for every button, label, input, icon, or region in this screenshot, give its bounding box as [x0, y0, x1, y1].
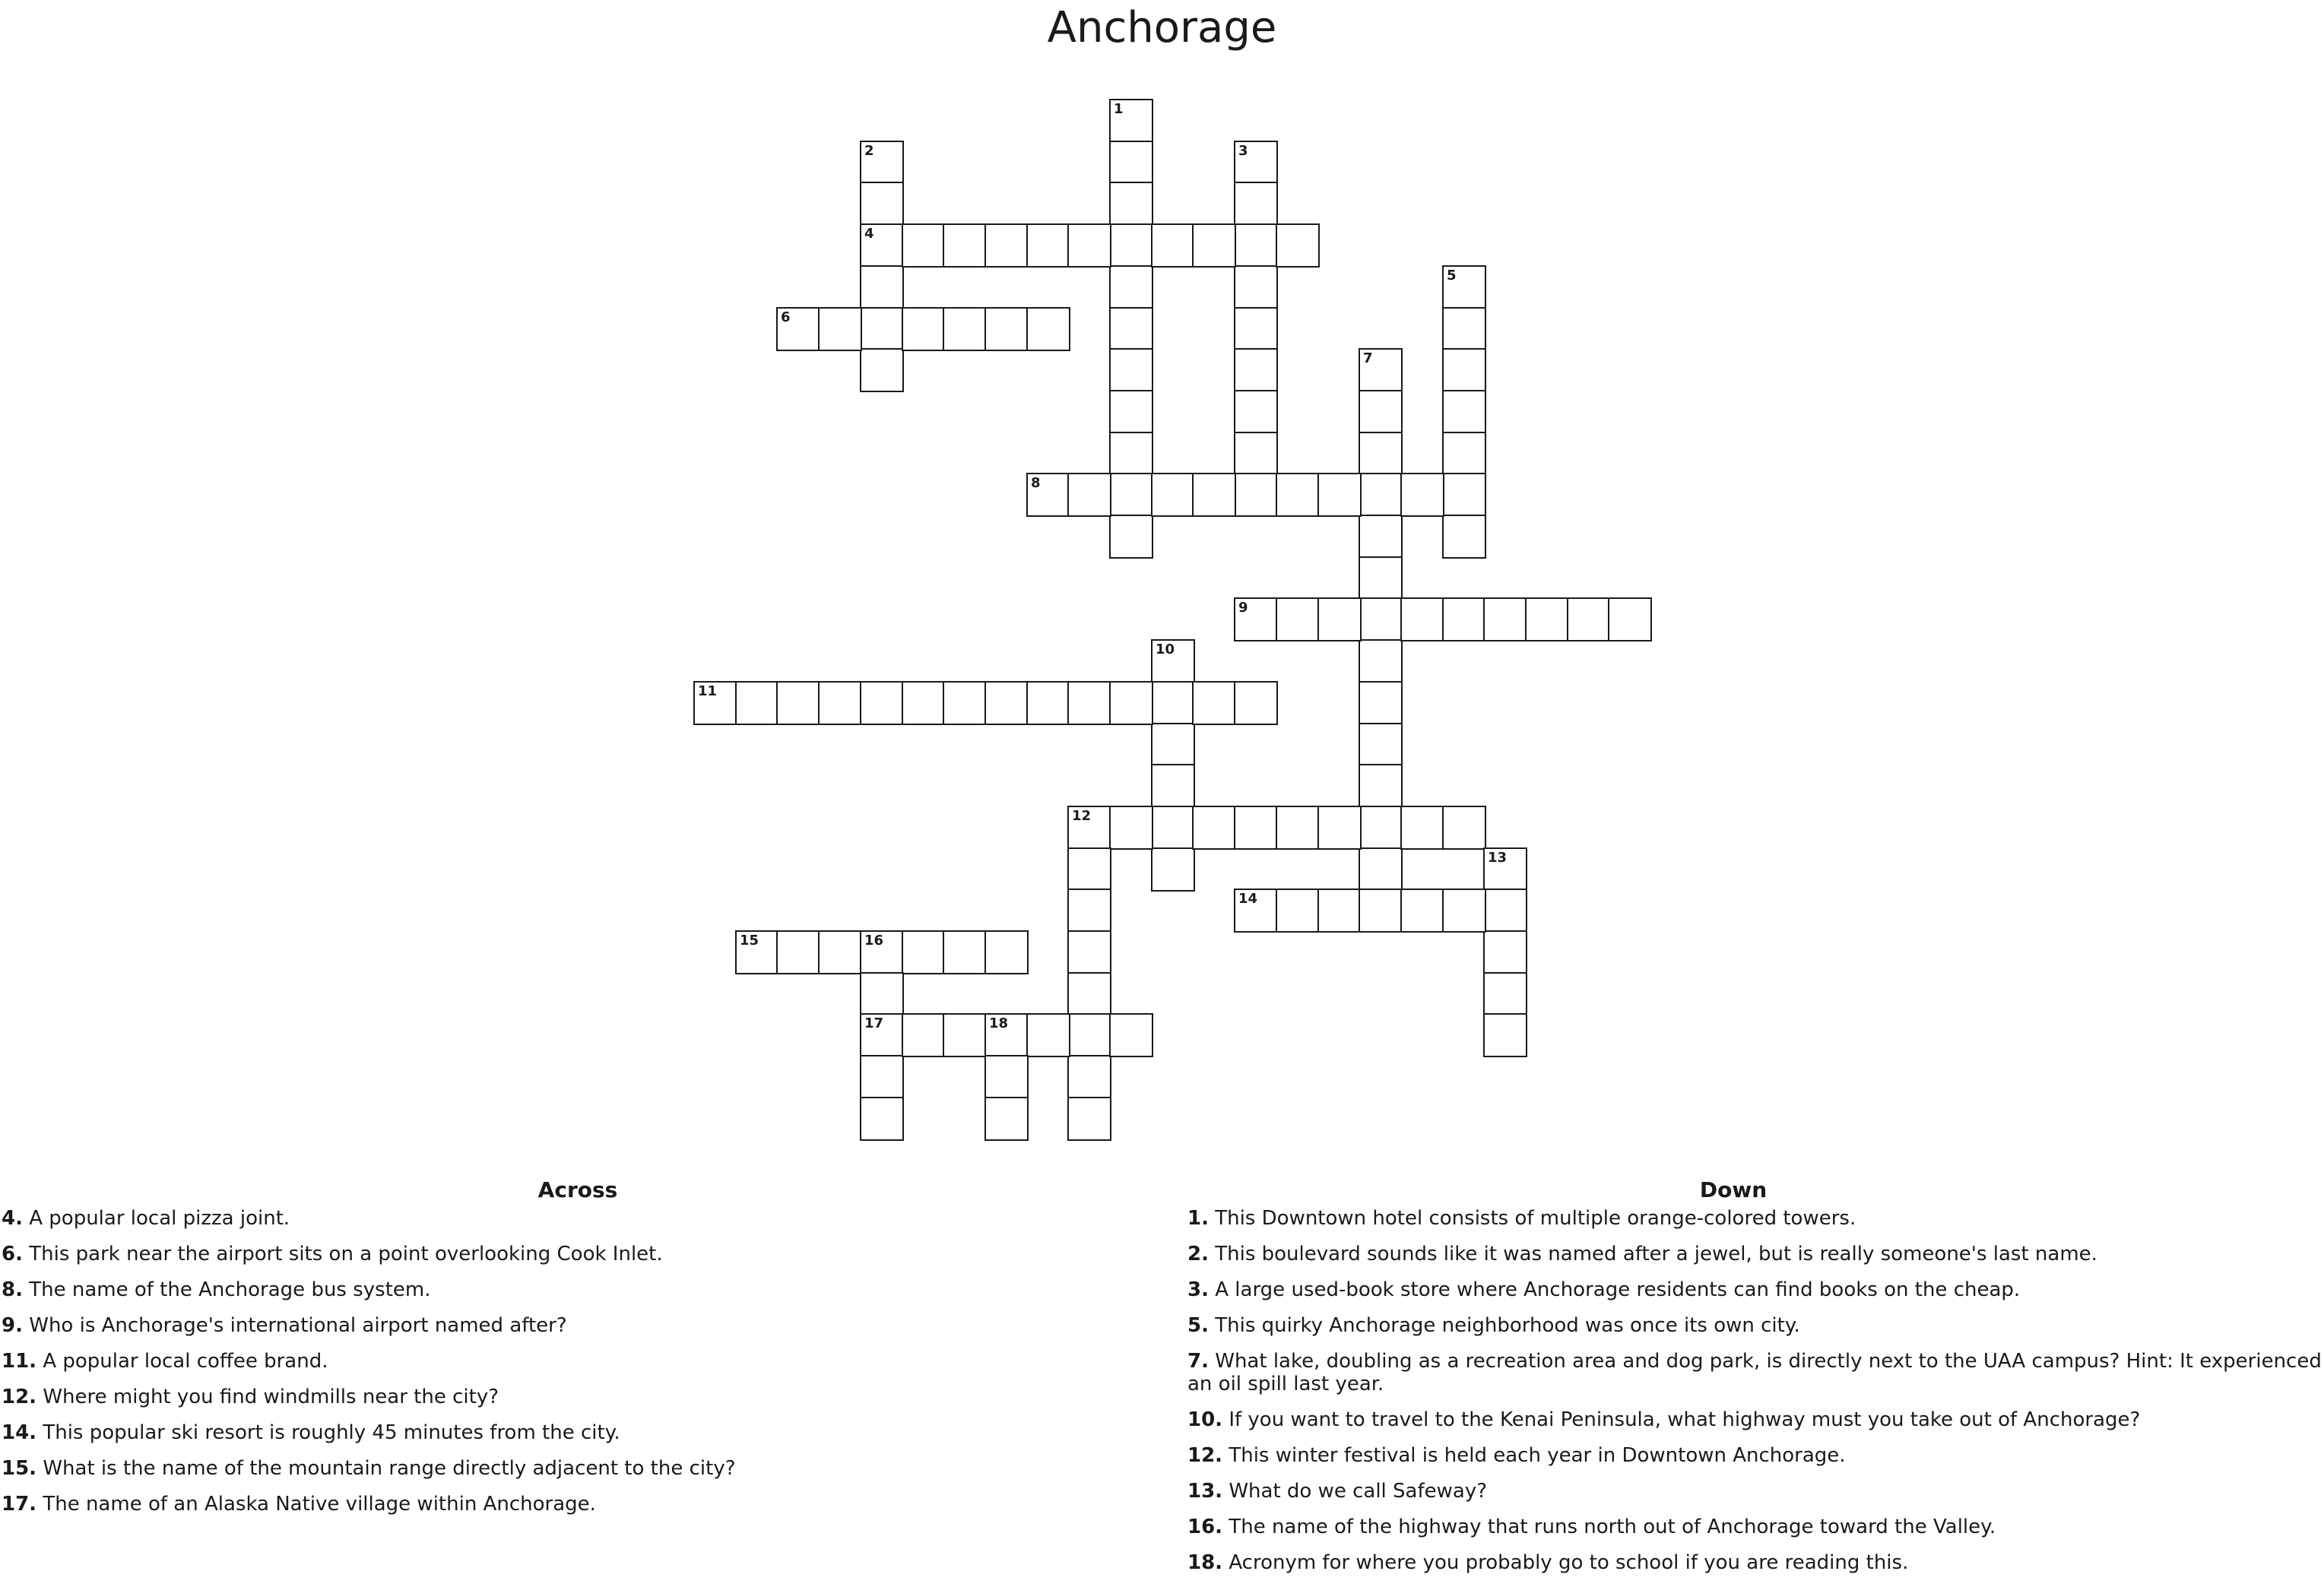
clue-text: The name of an Alaska Native village within Anchorage.: [43, 1493, 596, 1516]
cell-number: 9: [1238, 600, 1248, 616]
grid-cell[interactable]: [1109, 806, 1153, 850]
down-clues: [1186, 1177, 2324, 1587]
grid-cell[interactable]: [1442, 348, 1486, 392]
across-clue-14: [0, 1421, 1156, 1444]
grid-cell[interactable]: [984, 1097, 1029, 1141]
across-clue-8: [0, 1278, 1156, 1301]
grid-cell[interactable]: [1276, 597, 1320, 641]
grid-cell[interactable]: [1067, 1055, 1111, 1099]
grid-cell[interactable]: [1400, 806, 1444, 850]
grid-cell[interactable]: [984, 223, 1029, 268]
grid-cell[interactable]: [1442, 806, 1486, 850]
grid-cell[interactable]: [693, 681, 737, 725]
grid-cell[interactable]: [1109, 182, 1153, 226]
across-clue-15: [0, 1457, 1156, 1480]
grid-cell[interactable]: [860, 307, 904, 351]
grid-cell[interactable]: [1483, 597, 1527, 641]
grid-cell[interactable]: [984, 1013, 1029, 1057]
grid-cell[interactable]: [902, 930, 946, 974]
clue-text: The name of the highway that runs north out of Anchorage toward the Valley.: [1229, 1516, 1996, 1538]
grid-cell[interactable]: [1483, 889, 1527, 933]
grid-cell[interactable]: [984, 1055, 1029, 1099]
clue-number: 13.: [1187, 1480, 1223, 1503]
across-clues: [0, 1177, 1156, 1528]
grid-cell[interactable]: [1109, 681, 1153, 725]
grid-cell[interactable]: [1192, 473, 1236, 517]
grid-cell[interactable]: [1109, 473, 1153, 517]
grid-cell[interactable]: [1151, 847, 1195, 892]
grid-cell[interactable]: [1151, 473, 1195, 517]
grid-cell[interactable]: [1067, 806, 1111, 850]
clue-number: 9.: [2, 1314, 23, 1337]
grid-cell[interactable]: [1151, 639, 1195, 683]
grid-cell[interactable]: [1192, 223, 1236, 268]
clue-number: 14.: [2, 1421, 37, 1444]
grid-cell[interactable]: [1567, 597, 1611, 641]
clue-text: A popular local pizza joint.: [29, 1207, 290, 1230]
clue-number: 3.: [1187, 1278, 1209, 1301]
down-clue-12: [1186, 1444, 2324, 1467]
grid-cell[interactable]: [1359, 806, 1403, 850]
clue-number: 11.: [2, 1350, 37, 1373]
clue-text: What is the name of the mountain range directly adjacent to the city?: [43, 1457, 736, 1480]
clue-text: Who is Anchorage's international airport named after?: [29, 1314, 567, 1337]
clue-text: This boulevard sounds like it was named after a jewel, but is really someone's last name.: [1215, 1243, 2097, 1265]
down-clue-5: [1186, 1314, 2324, 1337]
clue-number: 6.: [2, 1243, 23, 1265]
grid-cell[interactable]: [1276, 223, 1320, 268]
grid-cell[interactable]: [1276, 473, 1320, 517]
grid-cell[interactable]: [1109, 515, 1153, 559]
grid-cell[interactable]: [1359, 681, 1403, 725]
grid-cell[interactable]: [1234, 473, 1278, 517]
grid-cell[interactable]: [1359, 390, 1403, 434]
grid-cell[interactable]: [1483, 1013, 1527, 1057]
grid-cell[interactable]: [984, 930, 1029, 974]
grid-cell[interactable]: [860, 1055, 904, 1099]
grid-cell[interactable]: [1442, 515, 1486, 559]
grid-cell[interactable]: [860, 348, 904, 392]
grid-cell[interactable]: [1234, 390, 1278, 434]
clue-number: 18.: [1187, 1551, 1223, 1574]
grid-cell[interactable]: [1234, 597, 1278, 641]
cell-number: 2: [864, 143, 874, 159]
cell-number: 1: [1114, 101, 1124, 117]
grid-cell[interactable]: [1442, 307, 1486, 351]
down-heading: Down: [1699, 1177, 1768, 1202]
down-clue-18: [1186, 1551, 2324, 1574]
across-clue-list: [0, 1207, 1156, 1516]
cell-number: 8: [1031, 475, 1041, 491]
grid-cell[interactable]: [1483, 847, 1527, 892]
across-heading: Across: [537, 1177, 618, 1202]
clue-text: Acronym for where you probably go to school if you are reading this.: [1229, 1551, 1909, 1574]
grid-cell[interactable]: [735, 930, 779, 974]
clue-text: This Downtown hotel consists of multiple orange-colored towers.: [1215, 1207, 1856, 1230]
clue-text: This quirky Anchorage neighborhood was once its own city.: [1215, 1314, 1800, 1337]
cell-number: 15: [740, 933, 759, 949]
clue-text: This winter festival is held each year in Downtown Anchorage.: [1229, 1444, 1846, 1467]
grid-cell[interactable]: [1067, 972, 1111, 1016]
grid-cell[interactable]: [943, 223, 987, 268]
grid-cell[interactable]: [1359, 764, 1403, 808]
grid-cell[interactable]: [902, 1013, 946, 1057]
clue-number: 1.: [1187, 1207, 1209, 1230]
grid-cell[interactable]: [818, 930, 862, 974]
clue-text: A popular local coffee brand.: [43, 1350, 328, 1373]
clue-text: This popular ski resort is roughly 45 minutes from the city.: [43, 1421, 620, 1444]
grid-cell[interactable]: [984, 307, 1029, 351]
grid-cell[interactable]: [1234, 223, 1278, 268]
cell-number: 3: [1238, 143, 1248, 159]
cell-number: 14: [1238, 891, 1258, 907]
clue-number: 10.: [1187, 1408, 1223, 1431]
cell-number: 11: [698, 683, 718, 699]
grid-cell[interactable]: [1151, 223, 1195, 268]
grid-cell[interactable]: [1442, 432, 1486, 476]
grid-cell[interactable]: [1109, 348, 1153, 392]
grid-cell[interactable]: [1442, 265, 1486, 309]
grid-cell[interactable]: [1109, 141, 1153, 185]
cell-number: 4: [864, 226, 874, 242]
down-clue-10: [1186, 1408, 2324, 1431]
grid-cell[interactable]: [1276, 806, 1320, 850]
grid-cell[interactable]: [860, 1097, 904, 1141]
clue-number: 5.: [1187, 1314, 1209, 1337]
grid-cell[interactable]: [1359, 515, 1403, 559]
grid-cell[interactable]: [1483, 930, 1527, 974]
grid-cell[interactable]: [860, 182, 904, 226]
grid-cell[interactable]: [1192, 806, 1236, 850]
grid-cell[interactable]: [1400, 597, 1444, 641]
across-clue-6: [0, 1243, 1156, 1265]
grid-cell[interactable]: [1109, 307, 1153, 351]
clue-number: 7.: [1187, 1350, 1209, 1373]
cell-number: 5: [1447, 268, 1457, 284]
grid-cell[interactable]: [1400, 473, 1444, 517]
grid-cell[interactable]: [1359, 597, 1403, 641]
grid-cell[interactable]: [1109, 1013, 1153, 1057]
grid-cell[interactable]: [1359, 847, 1403, 892]
grid-cell[interactable]: [1026, 1013, 1070, 1057]
grid-cell[interactable]: [1067, 681, 1111, 725]
grid-cell[interactable]: [902, 223, 946, 268]
cell-number: 16: [864, 933, 884, 949]
grid-cell[interactable]: [1067, 889, 1111, 933]
grid-cell[interactable]: [1151, 723, 1195, 767]
grid-cell[interactable]: [1400, 889, 1444, 933]
grid-cell[interactable]: [818, 307, 862, 351]
across-clue-9: [0, 1314, 1156, 1337]
grid-cell[interactable]: [818, 681, 862, 725]
grid-cell[interactable]: [1067, 223, 1111, 268]
grid-cell[interactable]: [1234, 889, 1278, 933]
grid-cell[interactable]: [1317, 473, 1362, 517]
grid-cell[interactable]: [1067, 473, 1111, 517]
grid-cell[interactable]: [1109, 223, 1153, 268]
grid-cell[interactable]: [943, 307, 987, 351]
clue-number: 15.: [2, 1457, 37, 1480]
grid-cell[interactable]: [1151, 681, 1195, 725]
down-clue-list: [1186, 1207, 2324, 1574]
cell-number: 10: [1156, 641, 1175, 657]
grid-cell[interactable]: [1525, 597, 1569, 641]
grid-cell[interactable]: [776, 681, 820, 725]
grid-cell[interactable]: [1483, 972, 1527, 1016]
clue-text: This park near the airport sits on a point overlooking Cook Inlet.: [29, 1243, 663, 1265]
grid-cell[interactable]: [860, 681, 904, 725]
grid-cell[interactable]: [1234, 806, 1278, 850]
clue-text: The name of the Anchorage bus system.: [29, 1278, 431, 1301]
across-clue-12: [0, 1386, 1156, 1408]
grid-cell[interactable]: [1026, 473, 1070, 517]
grid-cell[interactable]: [1317, 806, 1362, 850]
grid-cell[interactable]: [1359, 723, 1403, 767]
grid-cell[interactable]: [1359, 473, 1403, 517]
grid-cell[interactable]: [1234, 182, 1278, 226]
grid-cell[interactable]: [1234, 681, 1278, 725]
grid-cell[interactable]: [943, 1013, 987, 1057]
grid-cell[interactable]: [1234, 265, 1278, 309]
across-clue-17: [0, 1493, 1156, 1516]
grid-cell[interactable]: [776, 930, 820, 974]
grid-cell[interactable]: [1359, 348, 1403, 392]
grid-cell[interactable]: [1151, 764, 1195, 808]
grid-cell[interactable]: [1442, 390, 1486, 434]
cell-number: 7: [1363, 350, 1373, 366]
grid-cell[interactable]: [1442, 889, 1486, 933]
grid-cell[interactable]: [902, 307, 946, 351]
grid-cell[interactable]: [860, 223, 904, 268]
clue-number: 16.: [1187, 1516, 1223, 1538]
down-clue-3: [1186, 1278, 2324, 1301]
grid-cell[interactable]: [1067, 1097, 1111, 1141]
down-clue-13: [1186, 1480, 2324, 1503]
page-title: Anchorage: [1047, 3, 1277, 52]
grid-cell[interactable]: [984, 681, 1029, 725]
grid-cell[interactable]: [860, 265, 904, 309]
clue-number: 4.: [2, 1207, 23, 1230]
grid-cell[interactable]: [1317, 889, 1362, 933]
grid-cell[interactable]: [1192, 681, 1236, 725]
clue-text: If you want to travel to the Kenai Peninsula, what highway must you take out of Anchorage?: [1229, 1408, 2141, 1431]
grid-cell[interactable]: [943, 930, 987, 974]
grid-cell[interactable]: [1026, 681, 1070, 725]
grid-cell[interactable]: [1359, 889, 1403, 933]
clue-text: Where might you find windmills near the city?: [43, 1386, 499, 1408]
grid-cell[interactable]: [1442, 597, 1486, 641]
clue-number: 17.: [2, 1493, 37, 1516]
down-clue-16: [1186, 1516, 2324, 1538]
grid-cell[interactable]: [1109, 432, 1153, 476]
grid-cell[interactable]: [1151, 806, 1195, 850]
grid-cell[interactable]: [943, 681, 987, 725]
grid-cell[interactable]: [1109, 390, 1153, 434]
down-clue-2: [1186, 1243, 2324, 1265]
clue-number: 12.: [2, 1386, 37, 1408]
down-clue-1: [1186, 1207, 2324, 1230]
grid-cell[interactable]: [1109, 99, 1153, 143]
grid-cell[interactable]: [1276, 889, 1320, 933]
grid-cell[interactable]: [776, 307, 820, 351]
grid-cell[interactable]: [1109, 265, 1153, 309]
cell-number: 6: [781, 309, 791, 325]
cell-number: 17: [864, 1015, 884, 1031]
grid-cell[interactable]: [1359, 432, 1403, 476]
grid-cell[interactable]: [1067, 930, 1111, 974]
grid-cell[interactable]: [1234, 432, 1278, 476]
cell-number: 18: [989, 1015, 1009, 1031]
grid-cell[interactable]: [1608, 597, 1652, 641]
across-clue-4: [0, 1207, 1156, 1230]
clue-text: What lake, doubling as a recreation area and dog park, is directly next to the UAA campus? Hint: It experienced an oil spill last year.: [1187, 1350, 2322, 1395]
grid-cell[interactable]: [860, 930, 904, 974]
grid-cell[interactable]: [1359, 556, 1403, 600]
across-clue-11: [0, 1350, 1156, 1373]
clue-text: A large used-book store where Anchorage residents can find books on the cheap.: [1215, 1278, 2021, 1301]
cell-number: 13: [1488, 850, 1508, 866]
grid-cell[interactable]: [1442, 473, 1486, 517]
grid-cell[interactable]: [1026, 223, 1070, 268]
clue-number: 2.: [1187, 1243, 1209, 1265]
grid-cell[interactable]: [1067, 1013, 1111, 1057]
grid-cell[interactable]: [735, 681, 779, 725]
clue-number: 8.: [2, 1278, 23, 1301]
grid-cell[interactable]: [1026, 307, 1070, 351]
grid-cell[interactable]: [902, 681, 946, 725]
grid-cell[interactable]: [860, 141, 904, 185]
grid-cell[interactable]: [1317, 597, 1362, 641]
grid-cell[interactable]: [860, 1013, 904, 1057]
grid-cell[interactable]: [1067, 847, 1111, 892]
grid-cell[interactable]: [1234, 348, 1278, 392]
cell-number: 12: [1072, 808, 1092, 824]
clue-text: What do we call Safeway?: [1229, 1480, 1488, 1503]
grid-cell[interactable]: [860, 972, 904, 1016]
grid-cell[interactable]: [1234, 307, 1278, 351]
clue-number: 12.: [1187, 1444, 1223, 1467]
grid-cell[interactable]: [1234, 141, 1278, 185]
grid-cell[interactable]: [1359, 639, 1403, 683]
down-clue-7: [1186, 1350, 2324, 1395]
